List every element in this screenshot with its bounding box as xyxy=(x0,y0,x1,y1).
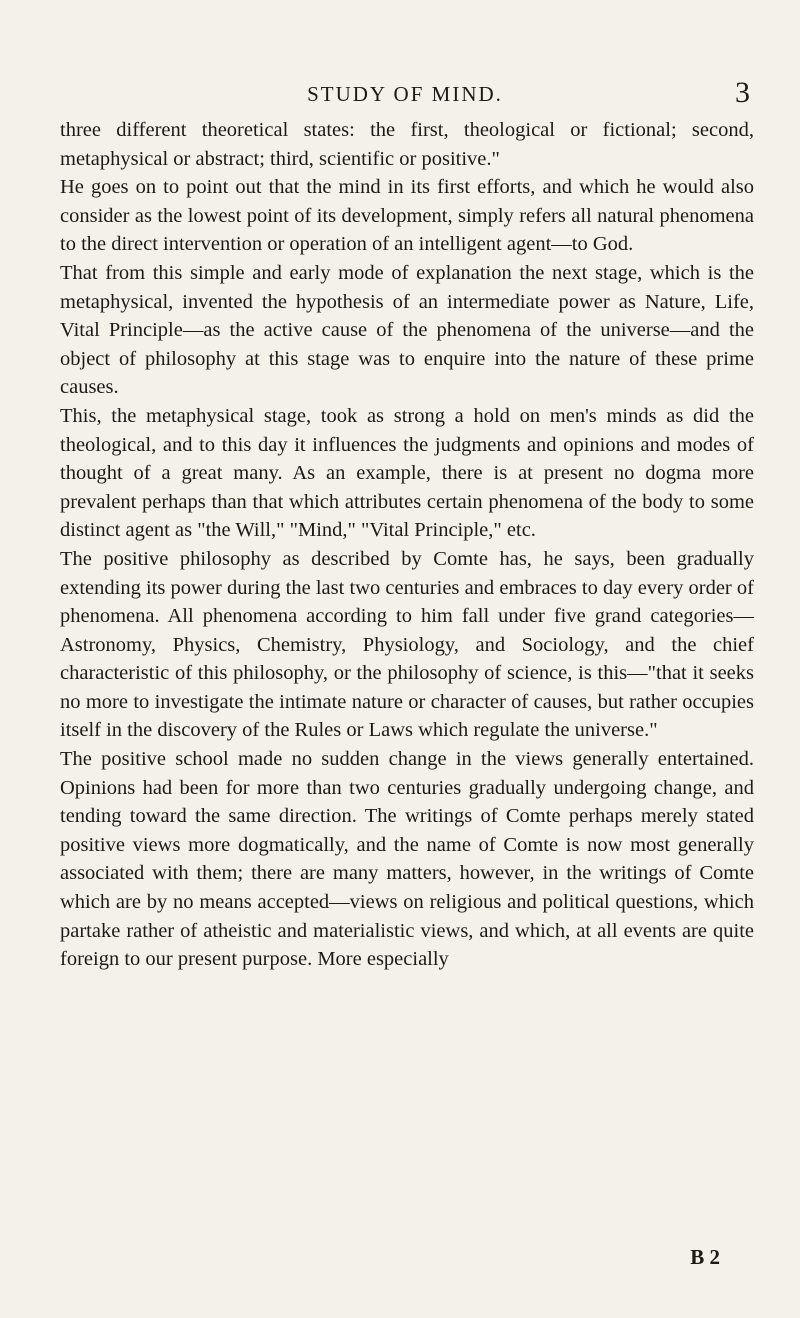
paragraph-5: The positive philosophy as described by Comte has, he says, been gradually extending its power during the last two centuries and embraces to day every order of phenomena. All phenomena according to him fall under five grand categories—Astronomy, Physics, Chemistry, Physiology, and Sociology, and the chief characteristic of this philosophy, or the philosophy of science, is this—"that it seeks no more to investigate the intimate nature or character of causes, but rather occupies itself in the discovery of the Rules or Laws which regulate the universe." xyxy=(60,547,754,742)
paragraph-2: He goes on to point out that the mind in its first efforts, and which he would also consider as the lowest point of its development, simply refers all natural phenomena to the direct intervention or operation of an intelligent agent—to God. xyxy=(60,176,754,256)
paragraph-3: That from this simple and early mode of explanation the next stage, which is the metaphysical, invented the hypothesis of an intermediate power as Nature, Life, Vital Principle—as the active cause of the phenomena of the universe—and the object of philosophy at this stage was to enquire into the nature of these prime causes. xyxy=(60,261,754,399)
page-number: 3 xyxy=(735,76,750,109)
page-header xyxy=(60,76,750,116)
paragraph-1: three different theoretical states: the first, theological or fictional; second, metaphysical or abstract; third, scientific or positive." xyxy=(60,119,754,170)
running-title: STUDY OF MIND. xyxy=(307,82,503,106)
paragraph-6: The positive school made no sudden change in the views generally entertained. Opinions had been for more than two centuries gradually undergoing change, and tending toward the same direction. The writings of Comte perhaps merely stated positive views more dogmatically, and the name of Comte is now most generally associated with them; there are many matters, however, in the writings of Comte which are by no means accepted—views on religious and political questions, which partake rather of atheistic and materialistic views, and which, at all events are quite foreign to our present purpose. More especially xyxy=(60,748,754,971)
body-text xyxy=(60,116,754,974)
signature-mark: B 2 xyxy=(690,1245,720,1269)
paragraph-4: This, the metaphysical stage, took as strong a hold on men's minds as did the theological, and to this day it influences the judgments and opinions and modes of thought of a great many. As an example, there is at present no dogma more prevalent perhaps than that which attributes certain phenomena of the body to some distinct agent as "the Will," "Mind," "Vital Principle," etc. xyxy=(60,404,754,542)
